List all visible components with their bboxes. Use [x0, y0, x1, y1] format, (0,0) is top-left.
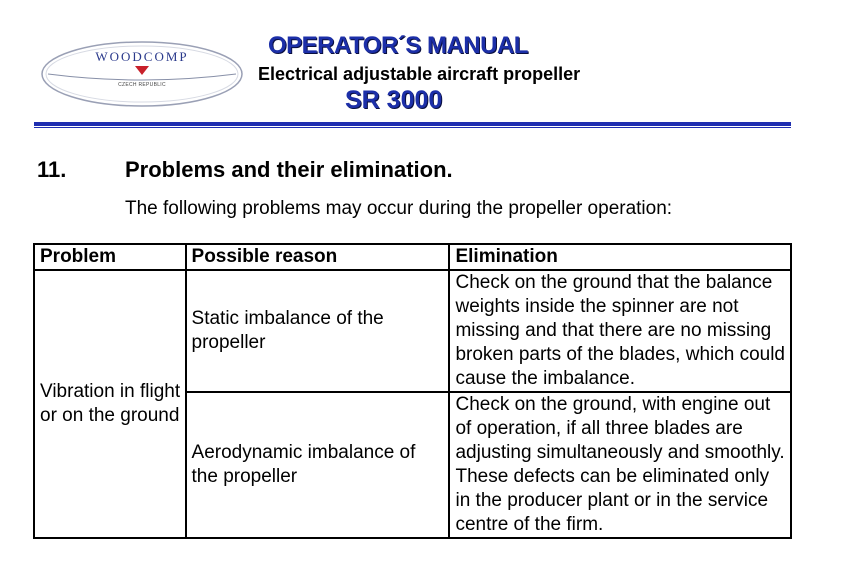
header-divider-thin	[34, 127, 791, 128]
elimination-cell: Check on the ground that the balance weights inside the spinner are not missing and that there are no missing broken parts of the blades, which could cause the imbalance.	[449, 270, 791, 392]
column-header-reason: Possible reason	[186, 244, 450, 270]
problem-cell: Vibration in flight or on the ground	[34, 270, 186, 538]
section-title: Problems and their elimination.	[125, 157, 453, 182]
header-divider	[34, 122, 791, 126]
problems-table	[33, 243, 792, 539]
table-row	[34, 270, 791, 392]
section-intro: The following problems may occur during the propeller operation:	[125, 198, 673, 219]
manual-subtitle: Electrical adjustable aircraft propeller	[258, 64, 581, 84]
logo-name: WOODCOMP	[95, 49, 189, 64]
section-number: 11.	[37, 157, 67, 182]
woodcomp-logo	[40, 40, 244, 108]
model-name: SR 3000	[345, 86, 443, 114]
elimination-cell: Check on the ground, with engine out of operation, if all three blades are adjusting simultaneously and smoothly. These defects can be eliminated only in the producer plant or in the service centre of the firm.	[449, 392, 791, 538]
table-header-row	[34, 244, 791, 270]
manual-title: OPERATOR´S MANUAL	[268, 32, 528, 59]
reason-cell: Static imbalance of the propeller	[186, 270, 450, 392]
column-header-problem: Problem	[34, 244, 186, 270]
column-header-elimination: Elimination	[449, 244, 791, 270]
logo-subtitle: CZECH REPUBLIC	[118, 82, 166, 88]
reason-cell: Aerodynamic imbalance of the propeller	[186, 392, 450, 538]
